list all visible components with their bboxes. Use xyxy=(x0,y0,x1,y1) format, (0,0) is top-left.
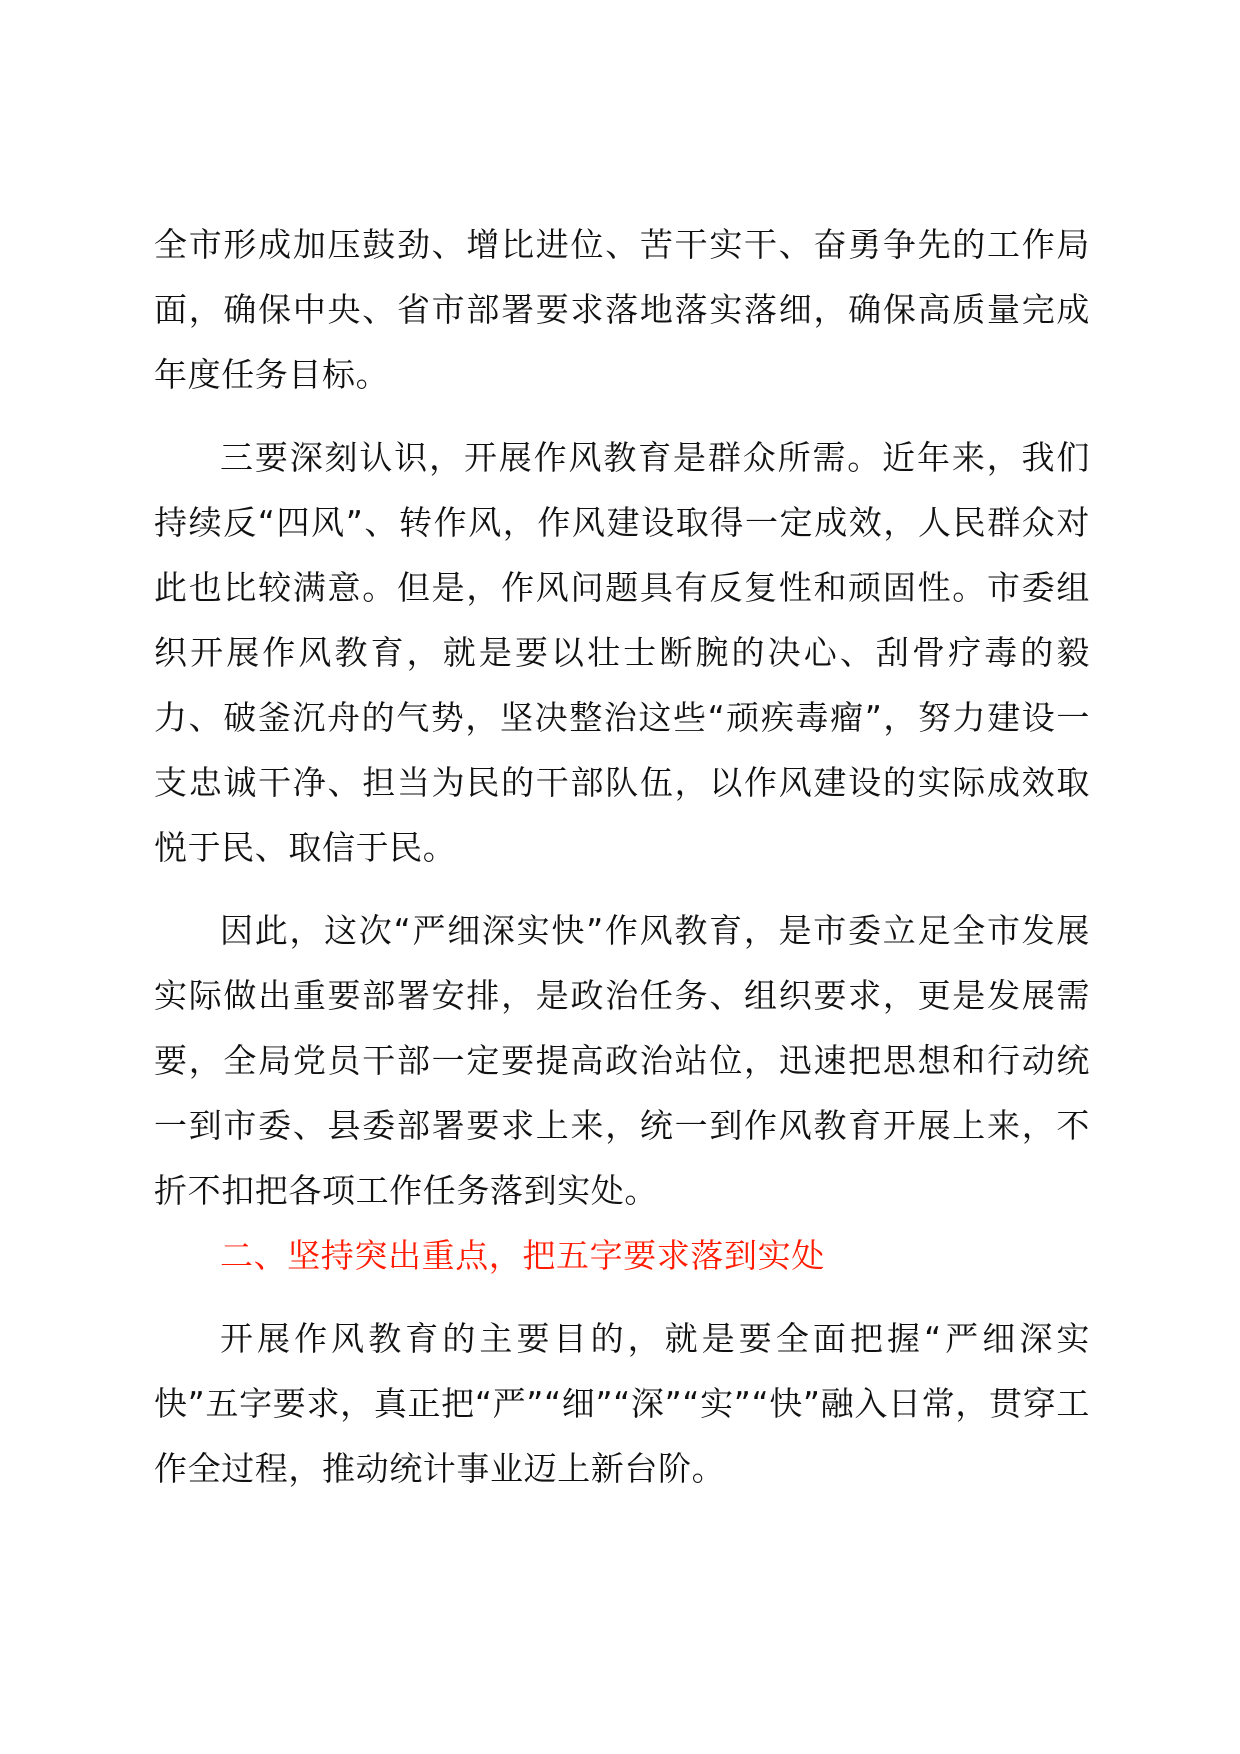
paragraph-section-intro: 开展作风教育的主要目的，就是要全面把握“严细深实快”五字要求，真正把“严”“细”“深”“实”“快”融入日常，贯穿工作全过程，推动统计事业迈上新台阶。 xyxy=(154,1319,1090,1488)
section-heading: 二、坚持突出重点，把五字要求落到实处 xyxy=(220,1236,825,1275)
paragraph-third-point: 三要深刻认识，开展作风教育是群众所需。近年来，我们持续反“四风”、转作风，作风建设取得一定成效，人民群众对此也比较满意。但是，作风问题具有反复性和顽固性。市委组织开展作风教育，就是要以壮士断腕的决心、刮骨疗毒的毅力、破釜沉舟的气势，坚决整治这些“顽疾毒瘤”，努力建设一支忠诚干净、担当为民的干部队伍，以作风建设的实际成效取悦于民、取信于民。 xyxy=(154,438,1090,867)
paragraph-continued: 全市形成加压鼓劲、增比进位、苦干实干、奋勇争先的工作局面，确保中央、省市部署要求落地落实落细，确保高质量完成年度任务目标。 xyxy=(154,225,1090,394)
document-page xyxy=(154,212,1090,1501)
paragraph-conclusion: 因此，这次“严细深实快”作风教育，是市委立足全市发展实际做出重要部署安排，是政治任务、组织要求，更是发展需要，全局党员干部一定要提高政治站位，迅速把思想和行动统一到市委、县委部署要求上来，统一到作风教育开展上来，不折不扣把各项工作任务落到实处。 xyxy=(154,911,1090,1210)
